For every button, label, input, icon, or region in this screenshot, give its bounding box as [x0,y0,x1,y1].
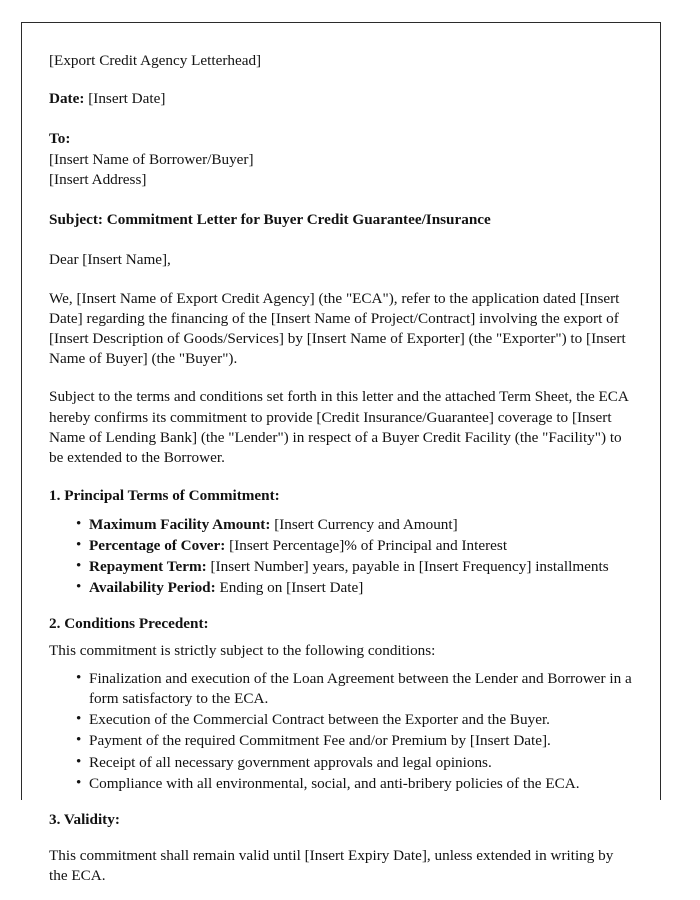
list-item [49,536,634,556]
validity-body: This commitment shall remain valid until [Insert Expiry Date], unless extended in writing by the ECA. [49,846,614,884]
list-item [49,557,634,577]
list-item [49,515,634,535]
recipient-block [49,129,634,190]
section-heading-conditions-precedent: 2. Conditions Precedent: [49,615,209,633]
salutation: Dear [Insert Name], [49,251,171,269]
term-value: [Insert Percentage]% of Principal and Interest [229,536,508,554]
date-value: [Insert Date] [88,90,166,108]
conditions-list [49,669,634,794]
term-label: Repayment Term: [89,557,207,575]
date-label: Date: [49,90,85,108]
term-value: Ending on [Insert Date] [219,579,364,597]
list-item: • Finalization and execution of the Loan Agreement between the Lender and Borrower in a form satisfactory to the ECA. [49,669,634,709]
recipient-address: [Insert Address] [49,170,147,188]
term-label: Percentage of Cover: [89,536,226,554]
date-line [49,89,634,109]
list-item [49,578,634,598]
term-value: [Insert Currency and Amount] [274,515,458,533]
term-label: Maximum Facility Amount: [89,515,271,533]
section-heading-principal-terms: 1. Principal Terms of Commitment: [49,487,280,505]
section-heading-validity: 3. Validity: [49,811,120,829]
list-item: • Compliance with all environmental, social, and anti-bribery policies of the ECA. [49,774,634,794]
term-value: [Insert Number] years, payable in [Insert Frequency] installments [210,557,609,575]
conditions-intro: This commitment is strictly subject to the following conditions: [49,641,436,659]
document-page [21,22,661,884]
recipient-label: To: [49,130,71,148]
list-item: • Execution of the Commercial Contract between the Exporter and the Buyer. [49,710,634,730]
list-item: • Receipt of all necessary government approvals and legal opinions. [49,753,634,773]
subject-line: Subject: Commitment Letter for Buyer Credit Guarantee/Insurance [49,211,491,229]
document-body [22,23,660,886]
principal-terms-list [49,515,634,599]
recipient-name: [Insert Name of Borrower/Buyer] [49,150,254,168]
list-item: • Payment of the required Commitment Fee and/or Premium by [Insert Date]. [49,731,634,751]
letterhead-placeholder: [Export Credit Agency Letterhead] [49,52,262,69]
term-label: Availability Period: [89,579,216,597]
paragraph-commitment-statement: Subject to the terms and conditions set forth in this letter and the attached Term Sheet, the ECA hereby confirms its commitment to provide [Credit Insurance/Guarantee] coverage to [Insert Name of Lending Bank] (the "Lender") in respect of a Buyer Credit Facility (the "Facility") to be extended to the Borrower. [49,388,629,467]
paragraph-application-reference: We, [Insert Name of Export Credit Agency] (the "ECA"), refer to the application dated [Insert Date] regarding the financing of the [Insert Name of Project/Contract] involving the export of [Insert Description of Goods/Services] by [Insert Name of Exporter] (the "Exporter") to [Insert Name of Buyer] (the "Buyer"). [49,289,626,368]
